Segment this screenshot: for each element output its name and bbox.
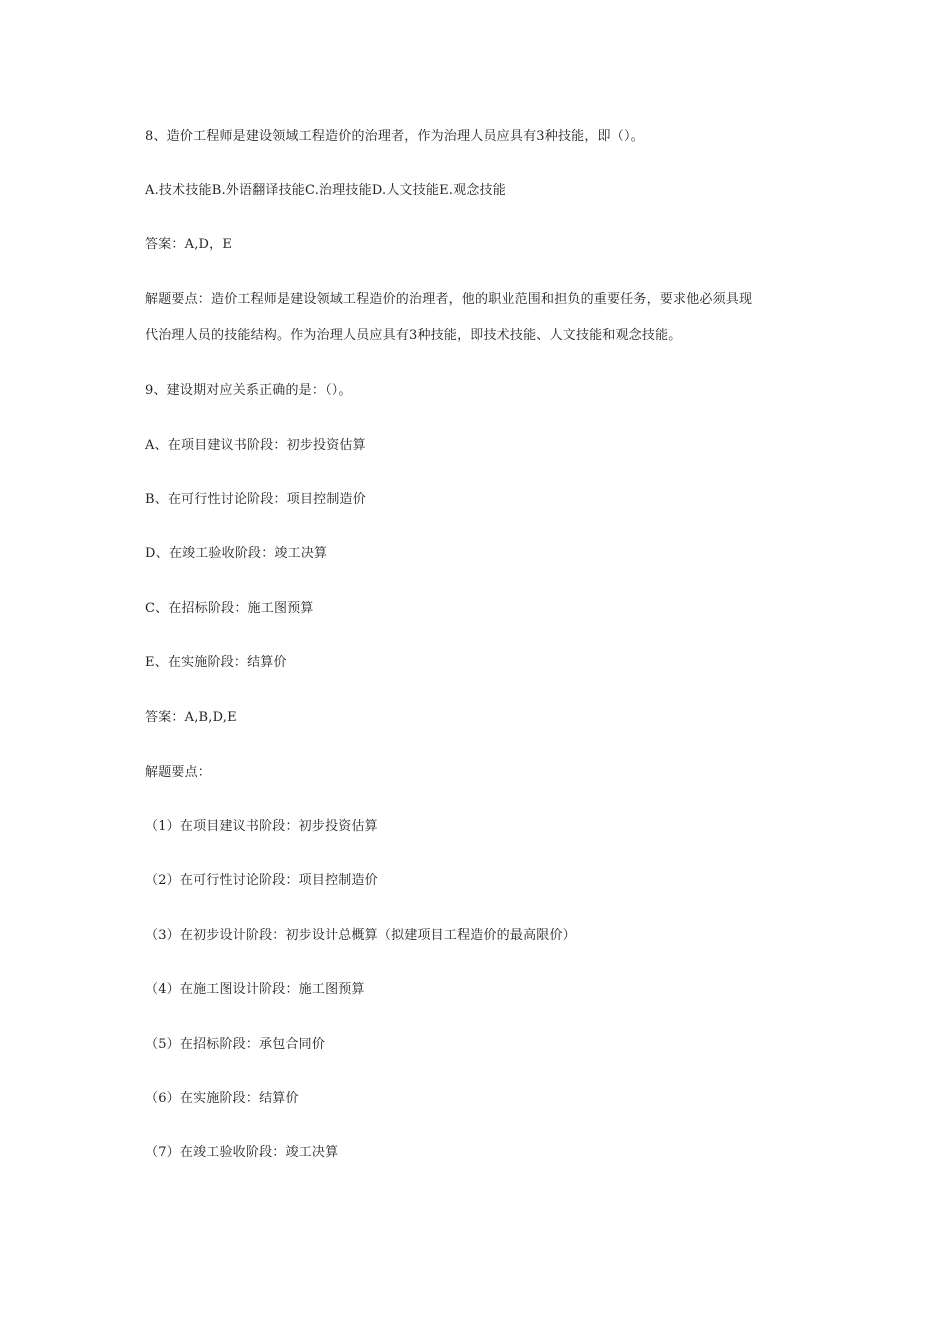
q9-explanation-item: （3）在初步设计阶段：初步设计总概算（拟建项目工程造价的最高限价） (145, 928, 576, 943)
q9-explanation-item: （1）在项目建议书阶段：初步投资估算 (145, 819, 378, 834)
q9-option: A、在项目建议书阶段：初步投资估算 (145, 438, 366, 453)
q9-option: E、在实施阶段：结算价 (145, 655, 287, 670)
q8-question: 8、造价工程师是建设领域工程造价的治理者，作为治理人员应具有3种技能，即（）。 (145, 129, 644, 144)
q9-explanation-item: （5）在招标阶段：承包合同价 (145, 1037, 326, 1052)
q8-explanation-line-2: 代治理人员的技能结构。作为治理人员应具有3种技能，即技术技能、人文技能和观念技能。 (145, 328, 682, 343)
q9-explanation-item: （4）在施工图设计阶段：施工图预算 (145, 982, 365, 997)
q9-option: B、在可行性讨论阶段：项目控制造价 (145, 492, 366, 507)
q9-explanation-title: 解题要点： (145, 765, 212, 780)
q9-answer: 答案：A,B,D,E (145, 710, 237, 725)
q8-answer: 答案：A,D，E (145, 237, 233, 252)
q9-question: 9、建设期对应关系正确的是：（）。 (145, 383, 352, 398)
q9-explanation-item: （2）在可行性讨论阶段：项目控制造价 (145, 873, 378, 888)
q9-explanation-item: （6）在实施阶段：结算价 (145, 1091, 299, 1106)
q8-options: A.技术技能B.外语翻译技能C.治理技能D.人文技能E.观念技能 (145, 183, 506, 198)
q9-explanation-item: （7）在竣工验收阶段：竣工决算 (145, 1145, 339, 1160)
q9-option: D、在竣工验收阶段：竣工决算 (145, 546, 328, 561)
q8-explanation-line-1: 解题要点：造价工程师是建设领域工程造价的治理者，他的职业范围和担负的重要任务，要求他必须具现 (145, 292, 753, 307)
q9-option: C、在招标阶段：施工图预算 (145, 601, 314, 616)
